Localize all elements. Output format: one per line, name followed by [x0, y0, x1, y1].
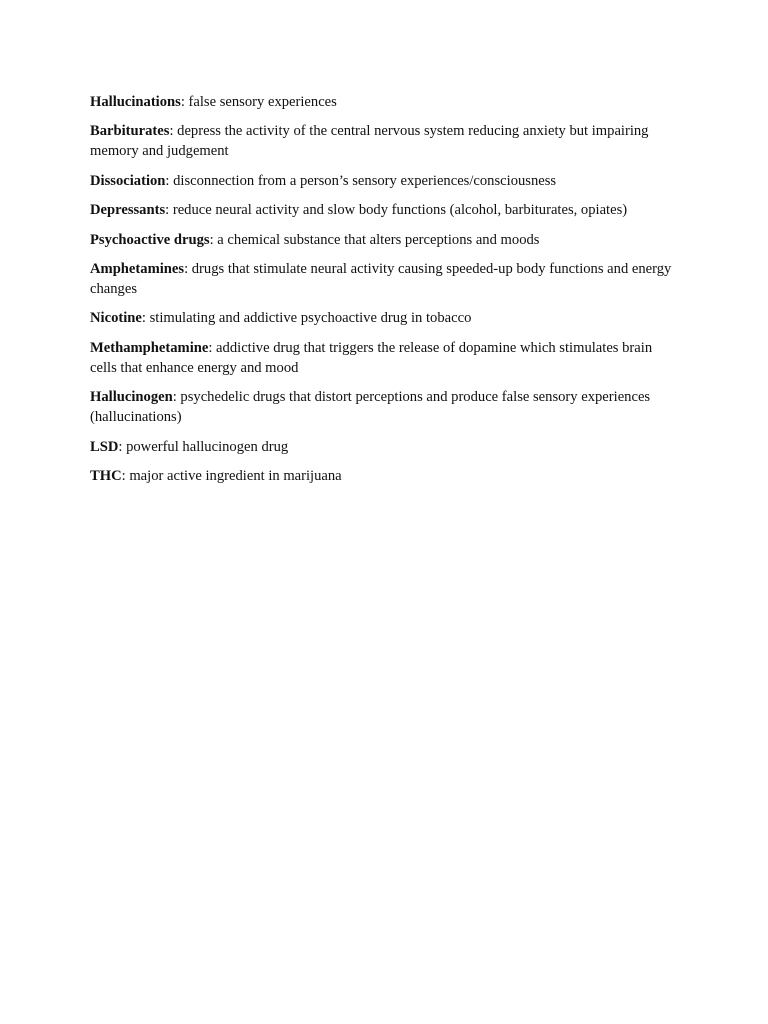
glossary-entry [90, 92, 680, 112]
glossary-term: Psychoactive drugs [90, 231, 210, 248]
glossary-definition: : disconnection from a person’s sensory experiences/consciousness [165, 172, 557, 189]
glossary-term: THC [90, 467, 122, 484]
glossary-term: Amphetamines [90, 260, 185, 277]
glossary-definition: : psychedelic drugs that distort perceptions and produce false sensory experiences (hallucinations) [90, 389, 651, 426]
glossary-entry [90, 259, 680, 299]
glossary-term: Hallucinogen [90, 389, 173, 406]
glossary-definition: : powerful hallucinogen drug [118, 438, 289, 455]
glossary-term: Dissociation [90, 172, 166, 189]
glossary-term: Methamphetamine [90, 339, 209, 356]
glossary-entry [90, 437, 680, 457]
glossary-definition: : major active ingredient in marijuana [121, 467, 342, 484]
glossary-entry [90, 387, 680, 427]
glossary-term: Barbiturates [90, 123, 170, 140]
glossary-definition: : stimulating and addictive psychoactive drug in tobacco [141, 310, 472, 327]
glossary-definition: : a chemical substance that alters perceptions and moods [209, 231, 540, 248]
glossary-entry [90, 200, 680, 220]
glossary-entry [90, 308, 680, 328]
glossary-definition: : depress the activity of the central nervous system reducing anxiety but impairing memory and judgement [90, 123, 649, 160]
glossary-term: Hallucinations [90, 94, 181, 110]
glossary-entry [90, 466, 680, 486]
glossary-entry [90, 230, 680, 250]
glossary [90, 92, 680, 495]
glossary-term: Nicotine [90, 310, 142, 327]
glossary-definition: : reduce neural activity and slow body functions (alcohol, barbiturates, opiates) [165, 202, 628, 219]
glossary-definition: : addictive drug that triggers the release of dopamine which stimulates brain cells that enhance energy and mood [90, 339, 653, 376]
glossary-entry [90, 121, 680, 161]
glossary-term: Depressants [90, 202, 166, 219]
glossary-entry [90, 338, 680, 378]
glossary-entry [90, 171, 680, 191]
glossary-definition: : drugs that stimulate neural activity causing speeded-up body functions and energy changes [90, 260, 672, 297]
glossary-term: LSD [90, 438, 119, 455]
glossary-definition: : false sensory experiences [180, 94, 337, 110]
